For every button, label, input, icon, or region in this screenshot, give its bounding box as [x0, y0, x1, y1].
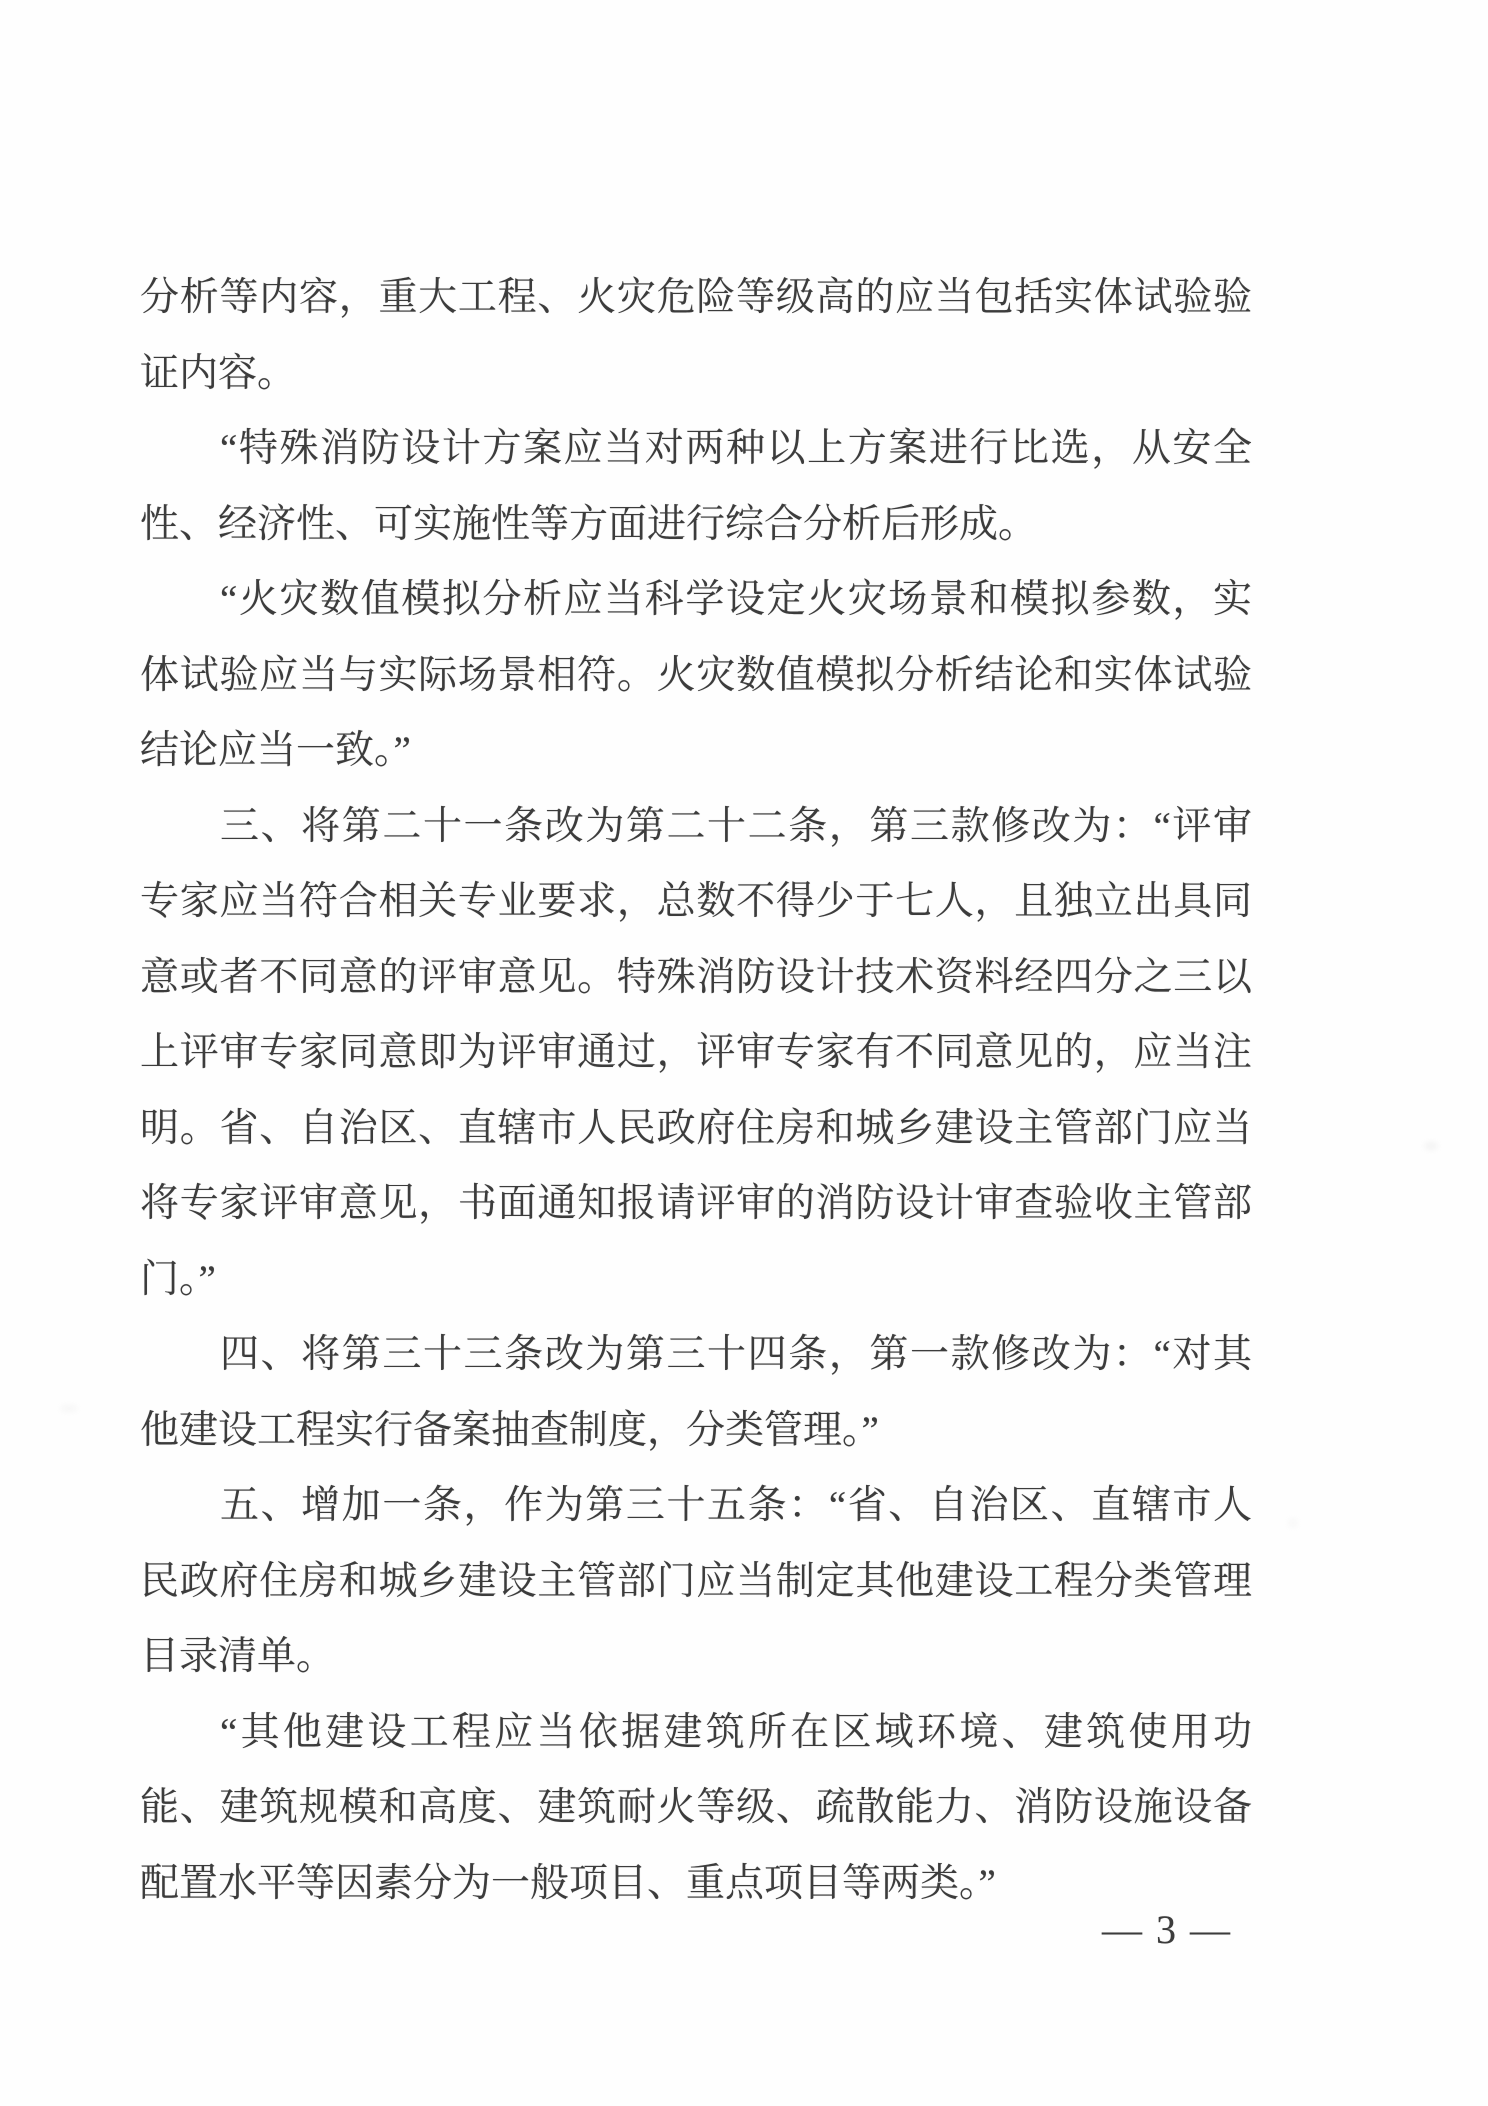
text-line: 三、将第二十一条改为第二十二条，第三款修改为：“评审: [220, 804, 1252, 848]
text-line: 能、建筑规模和高度、建筑耐火等级、疏散能力、消防设施设备: [140, 1786, 1252, 1829]
text-line: 门。”: [140, 1257, 216, 1301]
scan-artifact: [1424, 1142, 1438, 1150]
text-line: 证内容。: [140, 351, 297, 395]
scan-artifact: [60, 1405, 78, 1412]
text-line: 四、将第三十三条改为第三十四条，第一款修改为：“对其: [220, 1333, 1252, 1376]
text-line: 将专家评审意见，书面通知报请评审的消防设计审查验收主管部: [140, 1182, 1252, 1225]
text-line: 意或者不同意的评审意见。特殊消防设计技术资料经四分之三以: [140, 955, 1252, 999]
text-line: 专家应当符合相关专业要求，总数不得少于七人，且独立出具同: [140, 880, 1252, 923]
page-number: — 3 —: [1102, 1907, 1232, 1952]
text-line: 民政府住房和城乡建设主管部门应当制定其他建设工程分类管理: [140, 1559, 1252, 1603]
text-line: 五、增加一条，作为第三十五条：“省、自治区、直辖市人: [220, 1484, 1252, 1527]
text-line: 分析等内容，重大工程、火灾危险等级高的应当包括实体试验验: [140, 276, 1252, 319]
text-line: “其他建设工程应当依据建筑所在区域环境、建筑使用功: [220, 1710, 1252, 1754]
text-line: 体试验应当与实际场景相符。火灾数值模拟分析结论和实体试验: [140, 653, 1252, 697]
text-line: 他建设工程实行备案抽查制度，分类管理。”: [140, 1408, 879, 1452]
text-line: 性、经济性、可实施性等方面进行综合分析后形成。: [140, 502, 1038, 546]
text-line: 目录清单。: [140, 1635, 336, 1678]
scan-artifact: [1288, 1518, 1298, 1528]
text-line: “火灾数值模拟分析应当科学设定火灾场景和模拟参数，实: [220, 578, 1252, 621]
text-line: 配置水平等因素分为一般项目、重点项目等两类。”: [140, 1861, 996, 1905]
text-line: “特殊消防设计方案应当对两种以上方案进行比选，从安全: [220, 427, 1252, 470]
document-body: [140, 260, 1252, 1921]
text-line: 明。省、自治区、直辖市人民政府住房和城乡建设主管部门应当: [140, 1106, 1252, 1150]
text-line: 上评审专家同意即为评审通过，评审专家有不同意见的，应当注: [140, 1031, 1252, 1074]
text-line: 结论应当一致。”: [140, 729, 411, 772]
